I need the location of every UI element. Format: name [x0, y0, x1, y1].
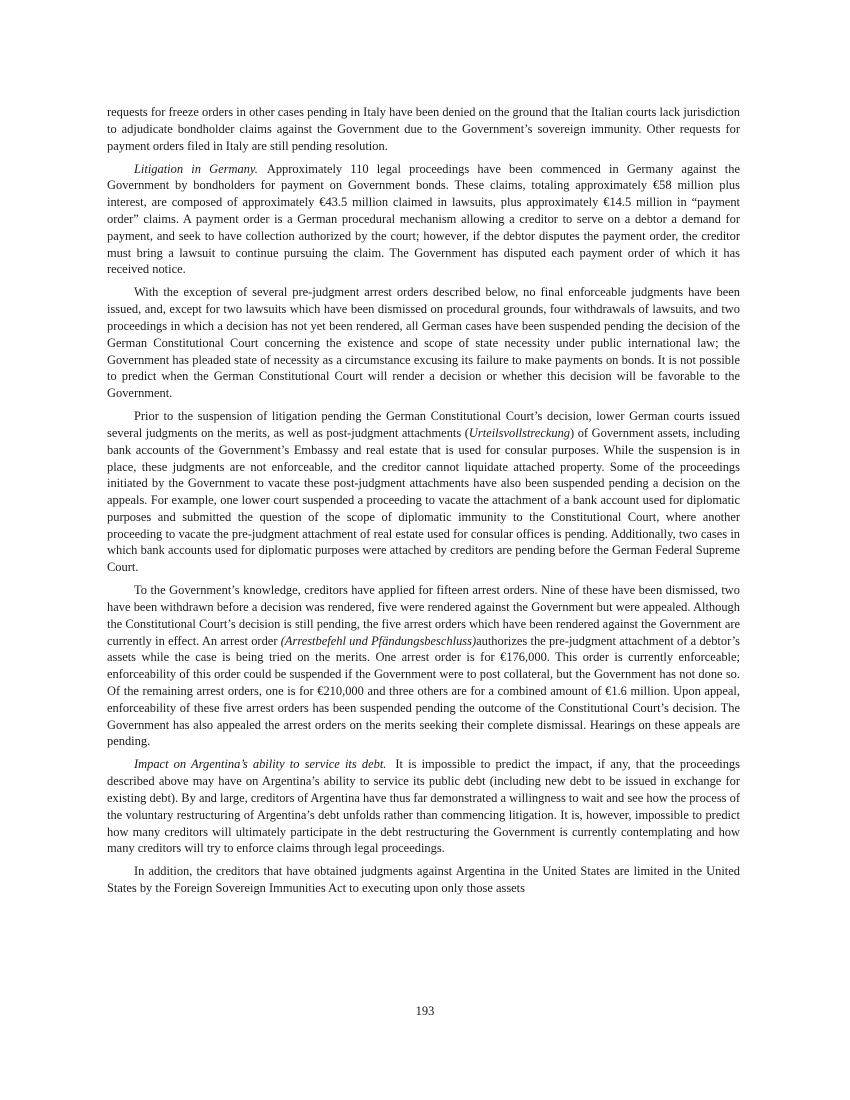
section-lead-heading: Litigation in Germany.	[134, 161, 258, 176]
paragraph-text: requests for freeze orders in other cases pending in Italy have been denied on the ground that the Italian courts lack jurisdiction to adjudicate bondholder claims against the Government due to the Government’s sovereign immunity. Other requests for payment orders filed in Italy are still pending resolution.	[107, 105, 740, 153]
paragraph-litigation-germany	[107, 161, 740, 279]
paragraph-italy-freeze-orders	[107, 104, 740, 154]
paragraph-text: authorizes the pre-judgment attachment of a debtor’s assets while the case is being tried on the merits. One arrest order is for €176,000. This order is currently enforceable; enforceability of this order could be suspended if the Government were to post collateral, but the Government has not done so. Of the remaining arrest orders, one is for €210,000 and three others are for a combined amount of €1.6 million. Upon appeal, enforceability of these five arrest orders has been suspended pending the outcome of the Constitutional Court’s decision. The Government has also appealed the arrest orders on the merits seeking their complete dismissal. Hearings on these appeals are pending.	[107, 633, 740, 749]
paragraph-text: In addition, the creditors that have obtained judgments against Argentina in the United States are limited in the United States by the Foreign Sovereign Immunities Act to executing upon only those assets	[107, 864, 740, 896]
paragraph-text: It is impossible to predict the impact, if any, that the proceedings described above may have on Argentina’s ability to service its public debt (including new debt to be issued in exchange for existing debt). By and large, creditors of Argentina have thus far demonstrated a willingness to wait and see how the process of the voluntary restructuring of Argentina’s debt unfolds rather than commencing litigation. It is, however, impossible to predict how many creditors will ultimately participate in the debt restructuring the Government is currently contemplating and how many creditors will try to enforce claims through legal proceedings.	[107, 757, 740, 856]
paragraph-prejudgment-arrest	[107, 284, 740, 402]
german-term: (Arrestbefehl und Pfändungsbeschluss)	[280, 633, 477, 648]
section-lead-heading: Impact on Argentina’s ability to service its debt.	[134, 757, 387, 772]
paragraph-text: To the Government’s knowledge, creditors have applied for fifteen arrest orders. Nine of these have been dismissed, two have been withdrawn before a decision was rendered, five were rendered against the Government but were appealed. Although the Constitutional Court’s decision is still pending, the five arrest orders which have been rendered against the Government are currently in effect. An arrest order	[107, 583, 740, 648]
paragraph-text: Prior to the suspension of litigation pending the German Constitutional Court’s decision, lower German courts issued several judgments on the merits, as well as post-judgment attachments (	[107, 409, 740, 440]
german-term: Urteilsvollstreckung	[468, 425, 571, 440]
paragraph-text: With the exception of several pre-judgment arrest orders described below, no final enforceable judgments have been issued, and, except for two lawsuits which have been dismissed on procedural grounds, four withdrawals of lawsuits, and two proceedings in which a decision has not yet been rendered, all German cases have been suspended pending the decision of the German Constitutional Court concerning the existence and scope of state necessity under public international law; the Government has pleaded state of necessity as a circumstance excusing its failure to make payments on bonds. It is not possible to predict when the German Constitutional Court will render a decision or whether this decision will be favorable to the Government.	[107, 285, 740, 401]
page-number: 193	[415, 1004, 435, 1018]
paragraph-us-judgments	[107, 863, 740, 897]
paragraph-text: ) of Government assets, including bank accounts of the Government’s Embassy and real estate that is used for consular purposes. While the suspension is in place, these judgments are not enforceable, and the creditor cannot liquidate attached property. Some of the proceedings initiated by the Government to vacate these post-judgment attachments have also been suspended pending a decision on the appeals. For example, one lower court suspended a proceeding to vacate the attachment of a bank account used for diplomatic purposes and submitted the question of the scope of diplomatic immunity to the Constitutional Court, where another proceeding to vacate the pre-judgment attachment of real estate used for consular offices is pending. Additionally, two cases in which bank accounts used for diplomatic purposes were attached by creditors are pending before the German Federal Supreme Court.	[107, 425, 740, 575]
paragraph-text: Approximately 110 legal proceedings have been commenced in Germany against the Government by bondholders for payment on Government bonds. These claims, totaling approximately €58 million plus interest, are composed of approximately €43.5 million claimed in lawsuits, plus approximately €14.5 million in “payment order” claims. A payment order is a German procedural mechanism allowing a creditor to serve on a debtor a demand for payment, and seek to have collection authorized by the court; however, if the debtor disputes the payment order, the creditor must bring a lawsuit to continue pursuing the claim. The Government has disputed each payment order of which it has received notice.	[107, 161, 740, 277]
paragraph-arrest-orders	[107, 582, 740, 750]
paragraph-suspension-of-litigation	[107, 408, 740, 576]
document-page	[107, 104, 740, 903]
paragraph-impact-on-debt-service	[107, 756, 740, 857]
